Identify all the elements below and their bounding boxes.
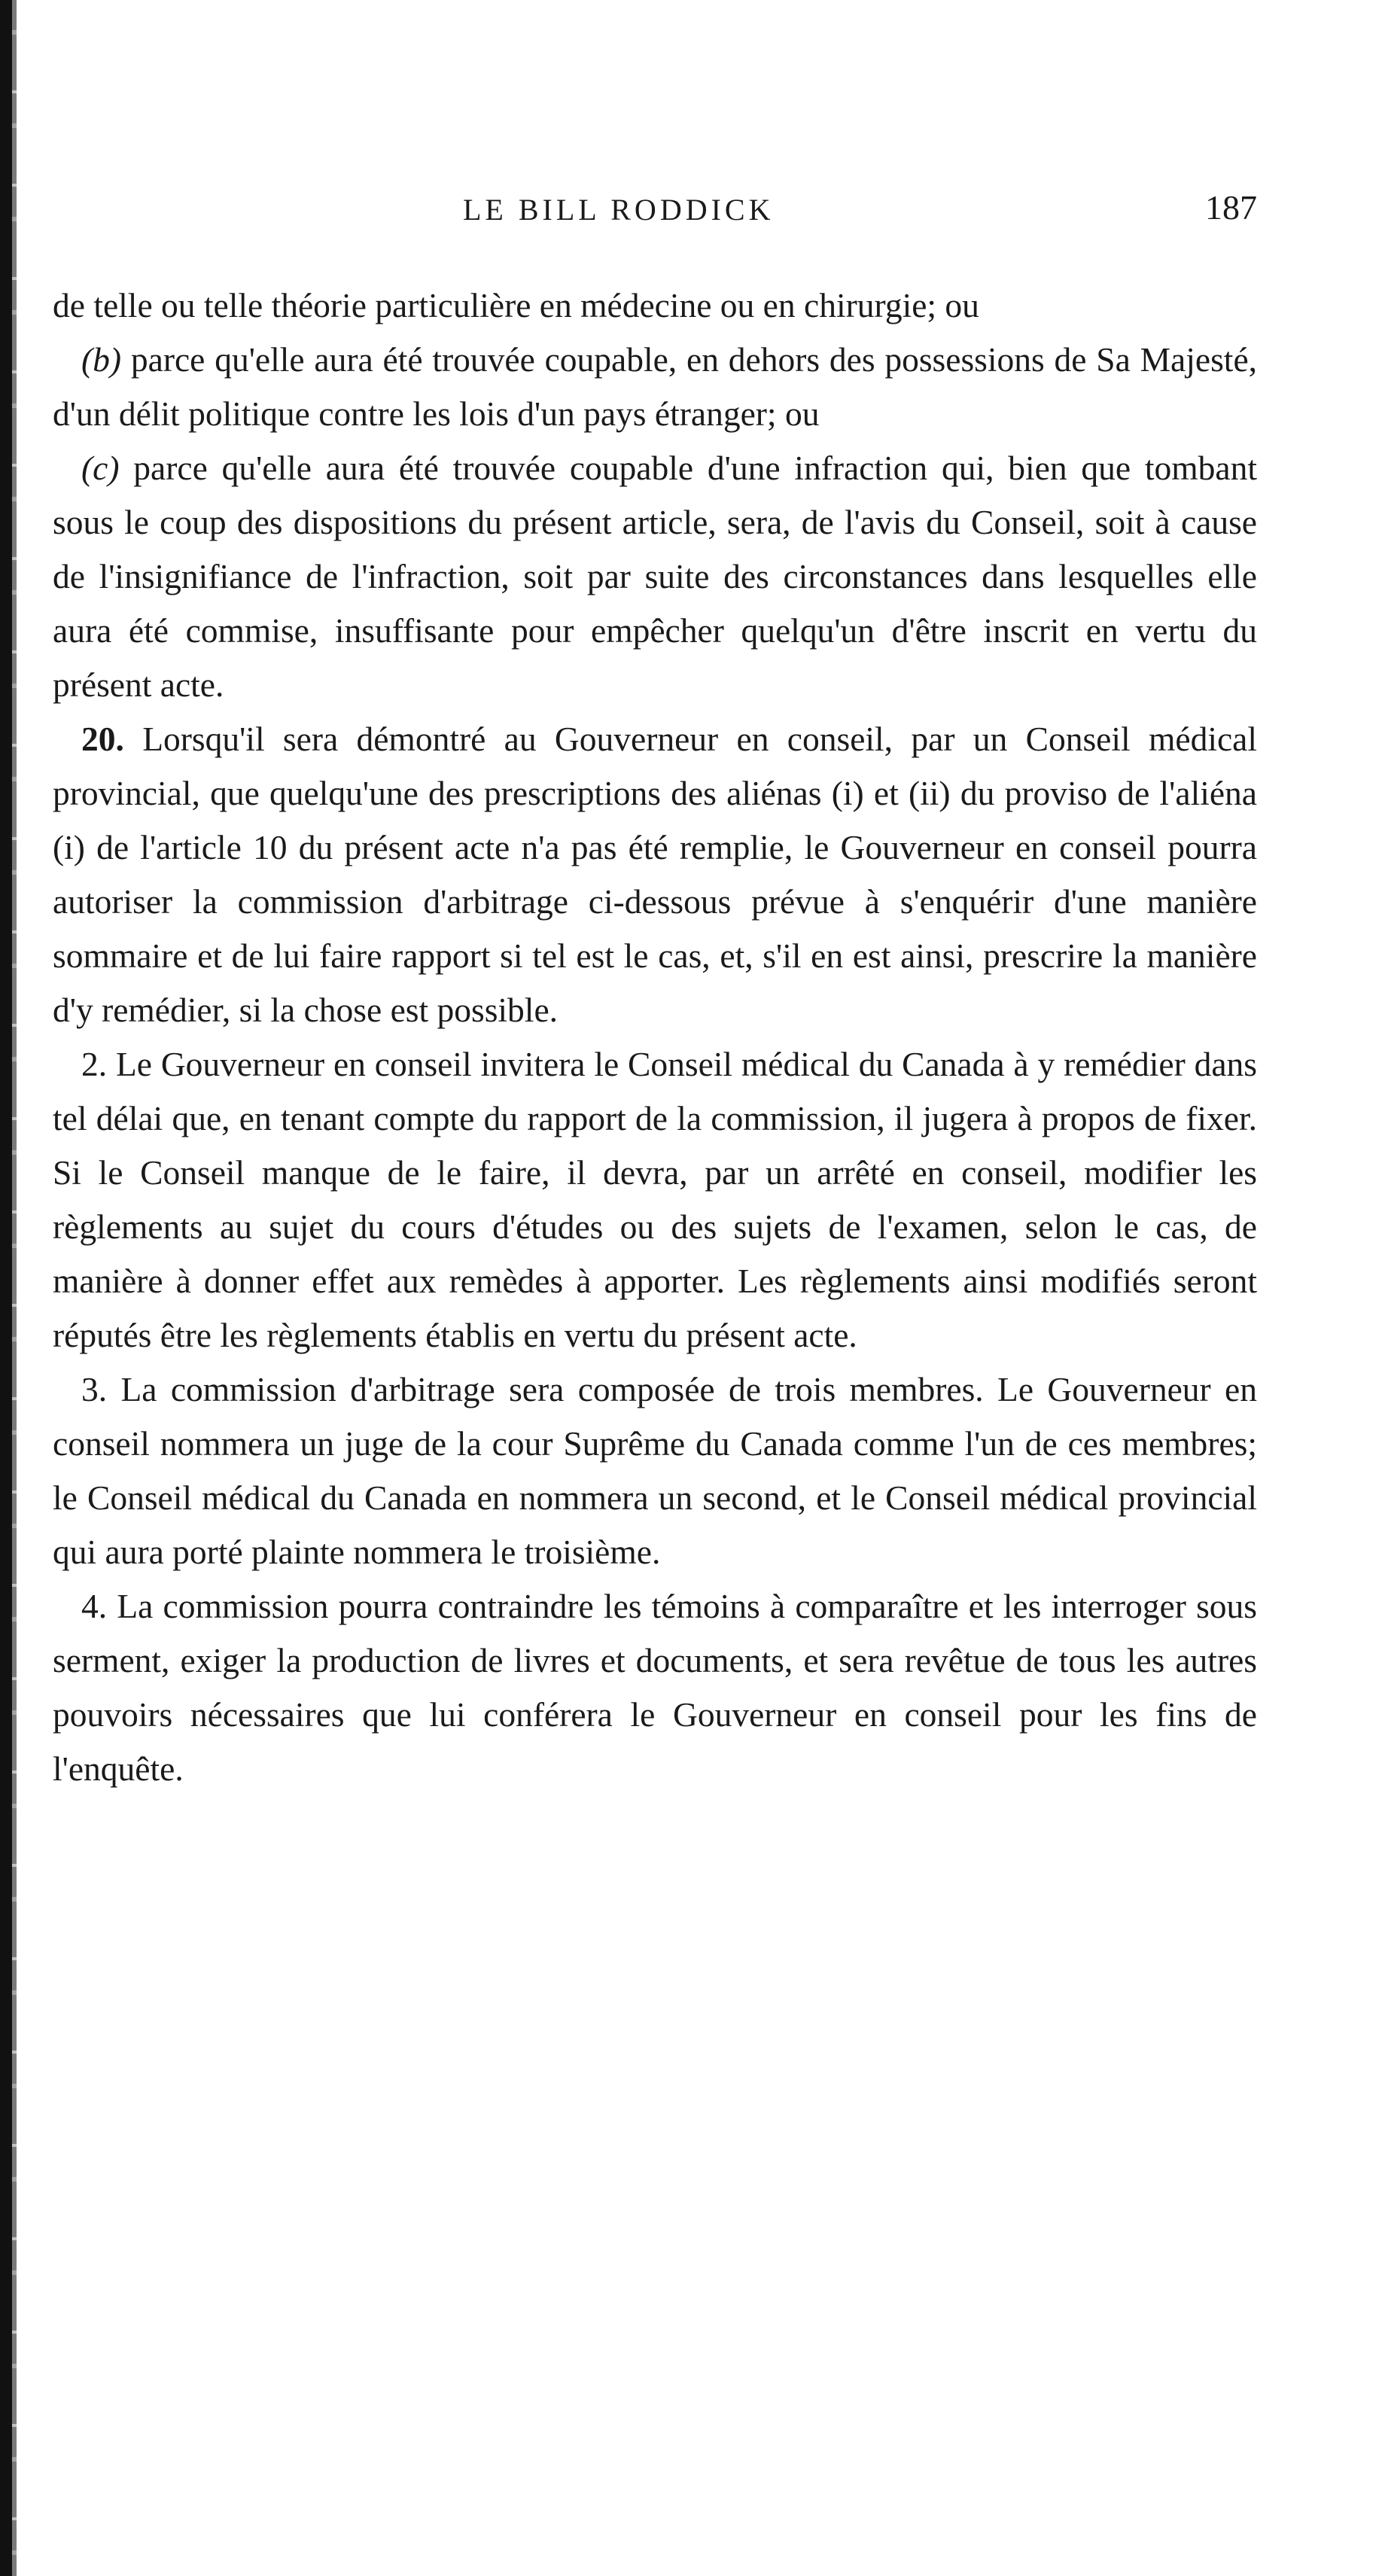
scan-edge-texture [12,0,17,2576]
subsection-number: 4. [81,1587,108,1625]
clause-text: parce qu'elle aura été trouvée coupable, en dehors des possessions de Sa Majesté, d'un délit politique contre les lois d'un pays étranger; ou [53,340,1258,433]
clause-label: (b) [81,340,122,379]
paragraph-text: de telle ou telle théorie particulière en médecine ou en chirurgie; ou [53,286,979,324]
body-text [53,279,1257,1796]
subsection-text: Le Gouverneur en conseil invitera le Conseil médical du Canada à y remédier dans tel délai que, en tenant compte du rapport de la commission, il jugera à propos de fixer. Si le Conseil manque de le faire, il devra, par un arrêté en conseil, modifier les règlements au sujet du cours d'études ou des sujets de l'examen, selon le cas, de manière à donner effet aux remèdes à apporter. Les règlements ainsi modifiés seront réputés être les règlements établis en vertu du présent acte. [53,1045,1257,1354]
subsection-number: 2. [81,1045,108,1083]
subsection-text: La commission d'arbitrage sera composée de trois membres. Le Gouverneur en conseil nommera un juge de la cour Suprême du Canada comme l'un de ces membres; le Conseil médical du Canada en nommera un second, et le Conseil médical provincial qui aura porté plainte nommera le troisième. [53,1370,1257,1571]
subsection-3 [53,1363,1257,1579]
section-number: 20. [81,720,124,758]
book-page [53,0,1257,2576]
subsection-number: 3. [81,1370,108,1408]
clause-b [53,333,1257,441]
clause-text: parce qu'elle aura été trouvée coupable d'une infraction qui, bien que tombant sous le coup des dispositions du présent article, sera, de l'avis du Conseil, soit à cause de l'insignifiance de l'infraction, soit par suite des circonstances dans lesquelles elle aura été commise, insuffisante pour empêcher quelqu'un d'être inscrit en vertu du présent acte. [53,449,1257,704]
section-text: Lorsqu'il sera démontré au Gouverneur en conseil, par un Conseil médical provincial, que quelqu'une des prescriptions des aliénas (i) et (ii) du proviso de l'aliéna (i) de l'article 10 du présent acte n'a pas été remplie, le Gouverneur en conseil pourra autoriser la commission d'arbitrage ci-dessous prévue à s'enquérir d'une manière sommaire et de lui faire rapport si tel est le cas, et, s'il en est ainsi, prescrire la manière d'y remédier, si la chose est possible. [53,720,1257,1029]
clause-label: (c) [81,449,120,487]
subsection-2 [53,1037,1257,1363]
section-20 [53,712,1257,1037]
subsection-4 [53,1579,1257,1796]
running-title: LE BILL RODDICK [463,193,775,227]
paragraph-continuation [53,279,1257,333]
page-number: 187 [1205,188,1257,227]
running-head [53,188,1257,237]
subsection-text: La commission pourra contraindre les témoins à comparaître et les interroger sous serment, exiger la production de livres et documents, et sera revêtue de tous les autres pouvoirs nécessaires que lui conférera le Gouverneur en conseil pour les fins de l'enquête. [53,1587,1258,1788]
clause-c [53,441,1257,712]
scan-edge-shadow [0,0,12,2576]
